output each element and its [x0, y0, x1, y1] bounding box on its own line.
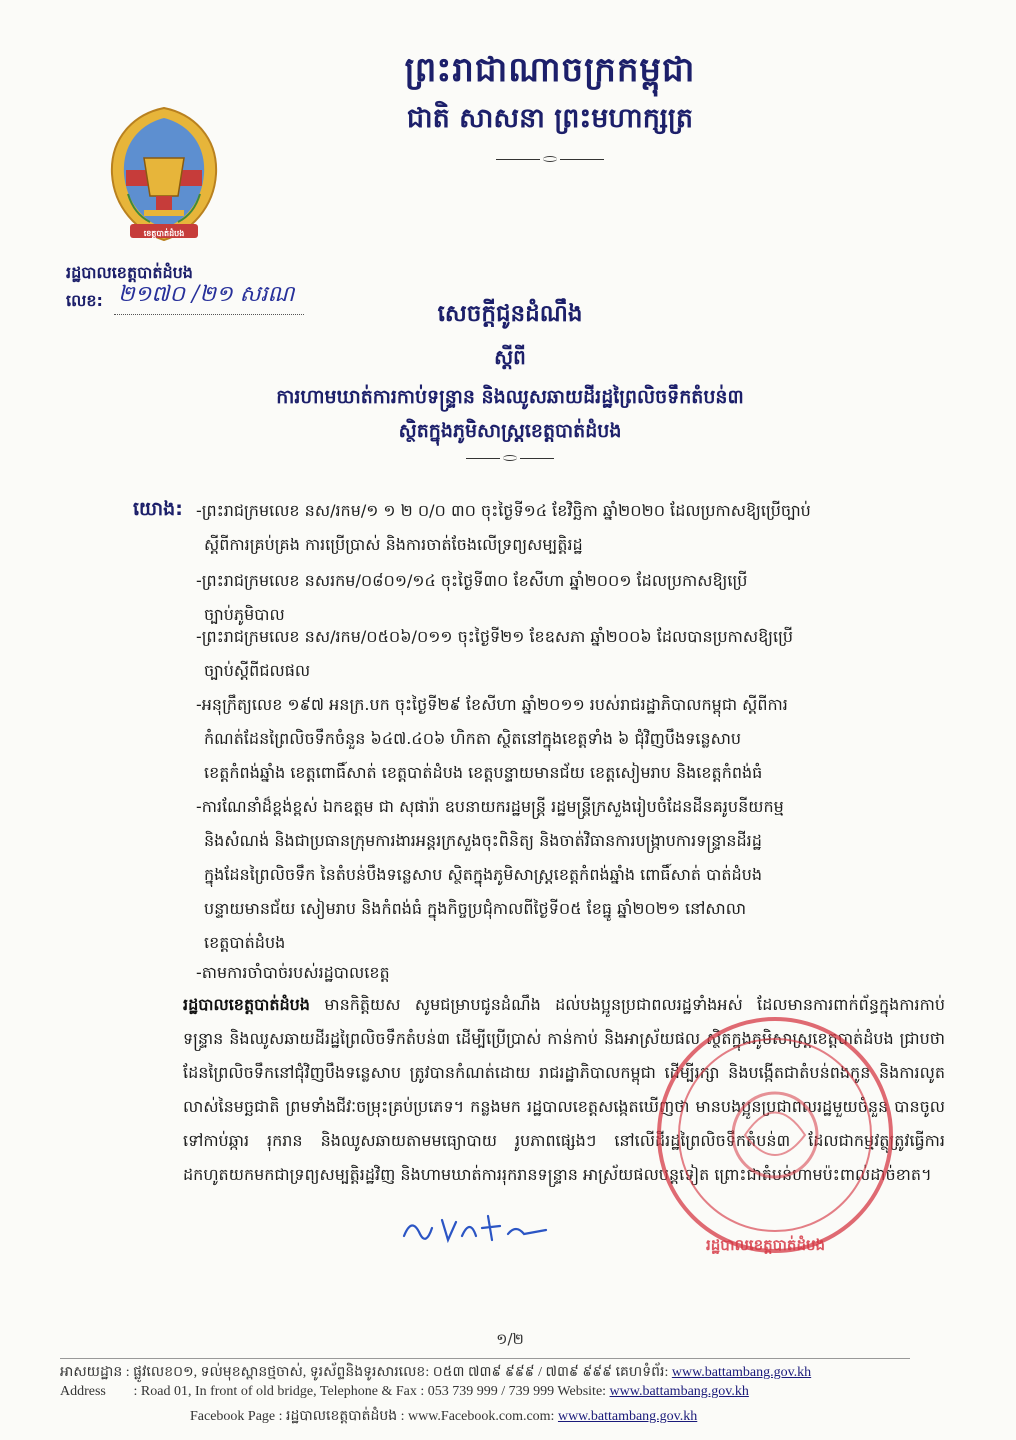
kingdom-heading: ព្រះរាជាណាចក្រកម្ពុជា [404, 50, 696, 90]
reference-label: លេខ: [66, 291, 103, 310]
footer-website-link[interactable]: www.battambang.gov.kh [557, 1409, 698, 1424]
footer-address-kh-text: អាសយដ្ឋាន : ផ្លូវលេខ០១, ទល់មុខស្ពានថ្មចាស់, ទូរស័ព្ទនិងទូរសារលេខ: ០៥៣ ៧៣៩ ៩៩៩ / ៧៣៩ ៩៩៩ គេហទំព័រ: [60, 1365, 669, 1380]
clause-line: កំណត់ដែនព្រៃលិចទឹកចំនួន ៦៤៧.៤០៦ ហិកតា ស្ថិតនៅក្នុងខេត្តទាំង ៦ ជុំវិញបឹងទន្លេសាប [204, 729, 742, 748]
clause-line: និងសំណង់ និងជាប្រធានក្រុមការងារអន្តរក្រសួងចុះពិនិត្យ និងចាត់វិធានការបង្រ្កាបការទន្ទ្រានដីរដ្ឋ [204, 831, 762, 850]
document-title: សេចក្តីជូនដំណឹង [437, 301, 583, 327]
clause-line: -ការណែនាំដ៏ខ្ពង់ខ្ពស់ ឯកឧត្តម ជា សុផារ៉ា ឧបនាយករដ្ឋមន្រ្តី រដ្ឋមន្រ្តីក្រសួងរៀបចំដែនដីនគរូបនីយកម្ម [196, 797, 784, 816]
clause-line: ច្បាប់ភូមិបាល [204, 605, 285, 624]
footer-address-en-text: : Road 01, In front of old bridge, Telephone & Fax : 053 739 999 / 739 999 Website: [133, 1384, 607, 1399]
considering-label: យោង: [133, 498, 183, 520]
header-divider [460, 152, 640, 166]
footer-facebook-text: Facebook Page : រដ្ឋបាលខេត្តបាត់ដំបង : www.Facebook.com.com: [190, 1409, 555, 1424]
document-about: ស្តីពី [494, 345, 526, 369]
page-number: ១/២ [496, 1330, 524, 1348]
clause-line: បន្ទាយមានជ័យ សៀមរាប និងកំពង់ធំ ក្នុងកិច្ចប្រជុំកាលពីថ្ងៃទី០៥ ខែធ្នូ ឆ្នាំ២០២១ នៅសាលា [204, 899, 746, 918]
national-motto: ជាតិ សាសនា ព្រះមហាក្សត្រ [406, 103, 694, 134]
footer-address-en [60, 1384, 960, 1400]
seal-banner-text: ខេត្តបាត់ដំបង [143, 229, 185, 238]
clause-line: ក្នុងដែនព្រៃលិចទឹក នៃតំបន់បឹងទន្លេសាប ស្ថិតក្នុងភូមិសាស្រ្តខេត្តកំពង់ឆ្នាំង ពោធិ៍សាត់ បាត់ដំបង [204, 865, 762, 884]
subject-line: ការហាមឃាត់ការកាប់ទន្ទ្រាន និងឈូសឆាយដីរដ្ឋព្រៃលិចទឹកតំបន់៣ [276, 386, 744, 408]
subject-line: ស្ថិតក្នុងភូមិសាស្រ្តខេត្តបាត់ដំបង [398, 420, 622, 442]
footer-address-kh [60, 1362, 960, 1383]
footer-address-en-label: Address [60, 1384, 106, 1399]
title-divider [450, 451, 570, 465]
body-text: មានកិត្តិយស សូមជម្រាបជូនដំណឹង ដល់បងប្អូនប្រជាពលរដ្ឋទាំងអស់ ដែលមានការពាក់ព័ន្ធក្នុងការកាប់ទន្ទ្រាន និងឈូសឆាយដីរដ្ឋព្រៃលិចទឹកតំបន់៣ ដើម្បីប្រើប្រាស់ កាន់កាប់ និងអាស្រ័យផល ស្ថិតក្នុងភូមិសាស្រ្តខេត្តបាត់ដំបង ជ្រាបថា ដែនព្រៃលិចទឹកនៅជុំវិញបឹងទន្លេសាប ត្រូវបានកំណត់ដោយ រាជរដ្ឋាភិបាលកម្ពុជា ដើម្បីរក្សា និងបង្កើតជាតំបន់ពងកូន និងការលូតលាស់នៃមច្ឆជាតិ ព្រមទាំងជីវៈចម្រុះគ្រប់ប្រភេទ។ កន្លងមក រដ្ឋបាលខេត្តសង្កេតឃើញថា មានបងប្អូនប្រជាពលរដ្ឋមួយចំនួន បានចូលទៅកាប់ឆ្ការ រុករាន និងឈូសឆាយតាមមធ្យោបាយ រូបភាពផ្សេងៗ នៅលើដីរដ្ឋព្រៃលិចទឹកតំបន់៣ ដែលជាកម្មវត្ថុត្រូវធ្វើការដកហូតយកមកជាទ្រព្យសម្បត្តិរដ្ឋវិញ និងហាមឃាត់ការរុករានទន្ទ្រាន អាស្រ័យផលបន្តទៀត ព្រោះជាតំបន់ហាមប៉ះពាល់ដាច់ខាត។ [183, 995, 945, 1184]
clause-line: -អនុក្រឹត្យលេខ ១៩៧ អនក្រ.បក ចុះថ្ងៃទី២៩ ខែសីហា ឆ្នាំ២០១១ របស់រាជរដ្ឋាភិបាលកម្ពុជា ស្តីពីការ [196, 695, 788, 714]
clause-line: ច្បាប់ស្តីពីជលផល [204, 661, 311, 680]
clause-line: ស្តីពីការគ្រប់គ្រង ការប្រើប្រាស់ និងការចាត់ចែងលើទ្រព្យសម្បត្តិរដ្ឋ [204, 535, 583, 554]
reference-number: ២១៧០ /២១ សរណ [114, 280, 304, 315]
clause-line: -តាមការចាំបាច់របស់រដ្ឋបាលខេត្ត [196, 963, 390, 982]
body-lead: រដ្ឋបាលខេត្តបាត់ដំបង [183, 995, 310, 1014]
footer-website-link[interactable]: www.battambang.gov.kh [671, 1365, 812, 1380]
provincial-seal-icon [104, 104, 224, 246]
footer-facebook [190, 1406, 1016, 1427]
clause-line: -ព្រះរាជក្រមលេខ នស/រកម/១ ១ ២ ០/០ ៣០ ចុះថ្ងៃទី១៤ ខែវិច្ឆិកា ឆ្នាំ២០២០ ដែលប្រកាសឱ្យប្រើច្បាប់ [196, 501, 811, 520]
stamp-text: រដ្ឋបាលខេត្តបាត់ដំបង [706, 1236, 826, 1254]
clause-line: ខេត្តបាត់ដំបង [204, 933, 286, 952]
clause-line: -ព្រះរាជក្រមលេខ នសរកម/០៨០១/១៤ ចុះថ្ងៃទី៣០ ខែសីហា ឆ្នាំ២០០១ ដែលប្រកាសឱ្យប្រើ [196, 571, 748, 590]
clause-line: -ព្រះរាជក្រមលេខ នស/រកម/០៥០៦/០១១ ចុះថ្ងៃទី២១ ខែឧសភា ឆ្នាំ២០០៦ ដែលបានប្រកាសឱ្យប្រើ [196, 627, 793, 646]
footer-website-link[interactable]: www.battambang.gov.kh [609, 1384, 749, 1399]
issuing-department: រដ្ឋបាលខេត្តបាត់ដំបង [66, 263, 193, 282]
handwritten-signature-icon [396, 1206, 556, 1250]
official-seal-stamp-icon [650, 1010, 900, 1260]
clause-line: ខេត្តកំពង់ឆ្នាំង ខេត្តពោធិ៍សាត់ ខេត្តបាត់ដំបង ខេត្តបន្ទាយមានជ័យ ខេត្តសៀមរាប និងខេត្តកំពង់ធំ [204, 763, 763, 782]
footer-divider [60, 1358, 910, 1359]
document-subject [180, 380, 840, 448]
